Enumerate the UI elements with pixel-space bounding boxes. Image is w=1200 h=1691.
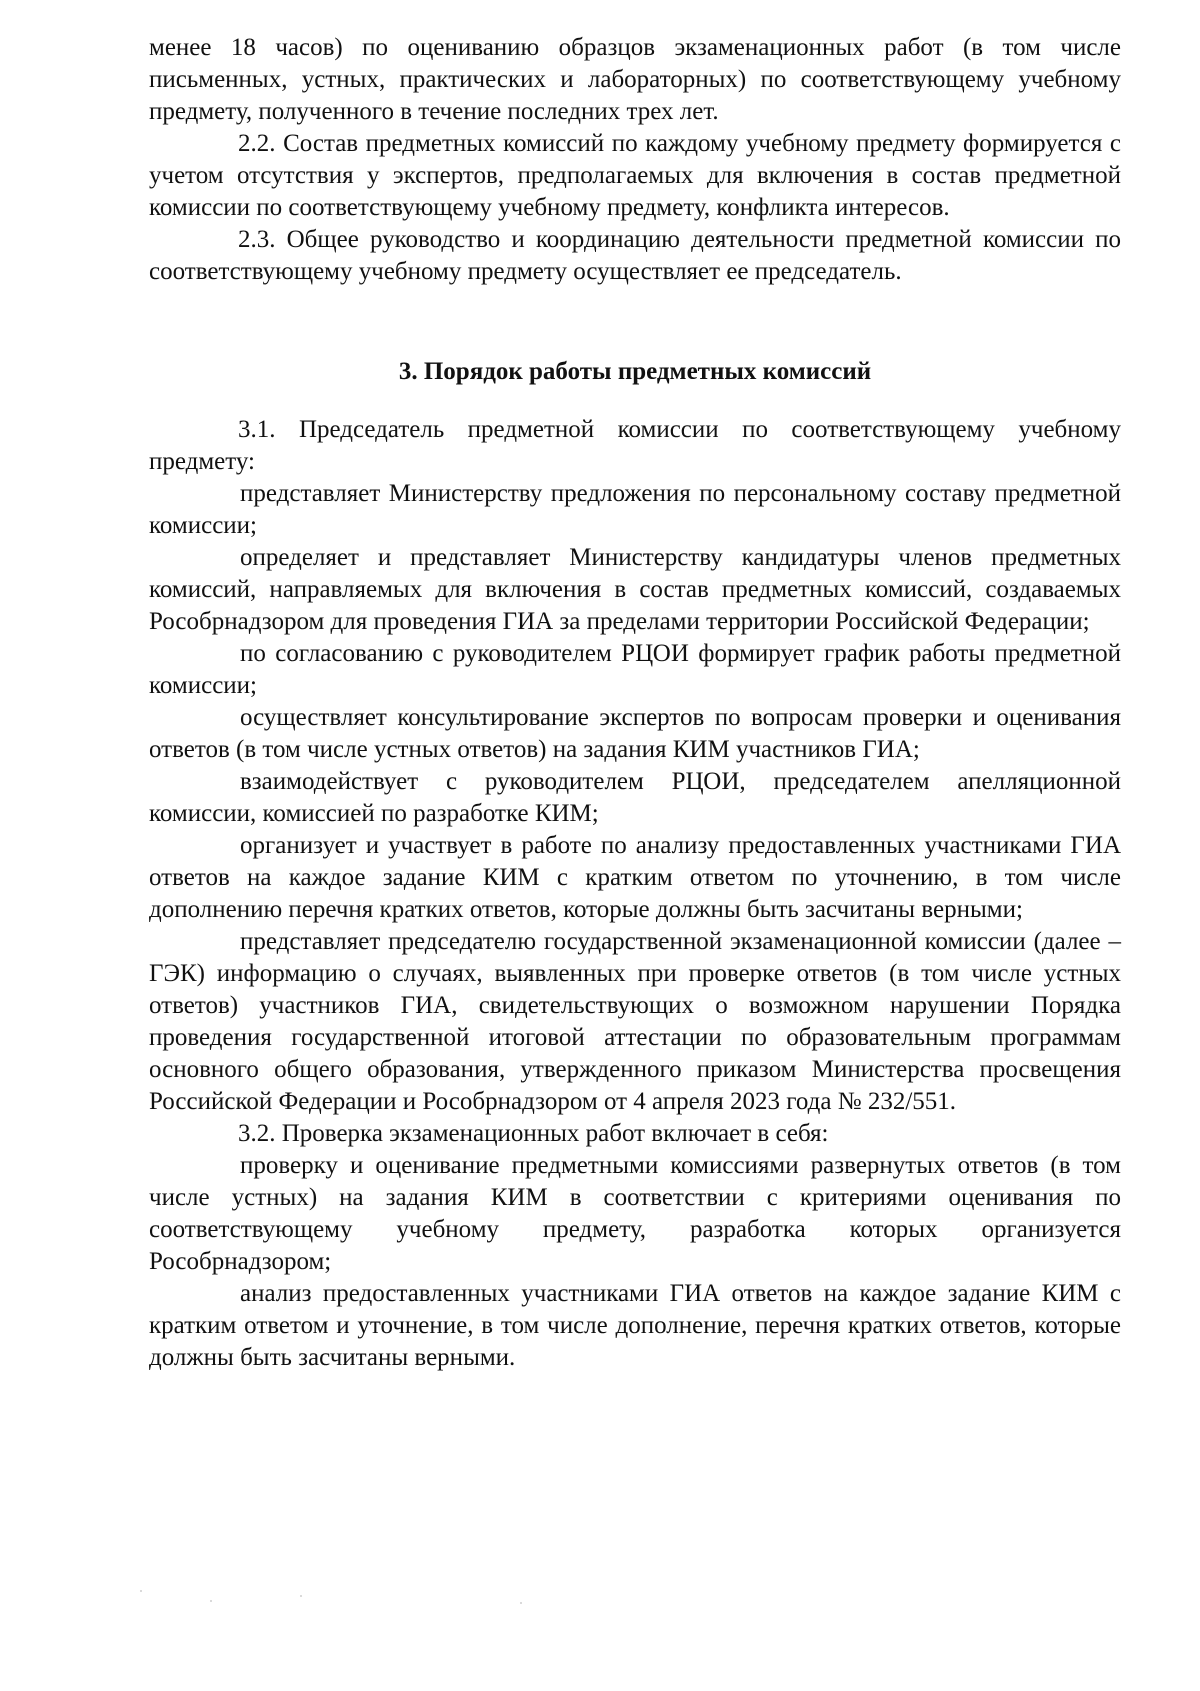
list-item-3-1-a: представляет Министерству предложения по персональному составу предметной комиссии; <box>149 480 1121 539</box>
list-item-3-1-g: представляет председателю государственной экзаменационной комиссии (далее – ГЭК) информацию о случаях, выявленных при проверке ответов (в том числе устных ответов) участников ГИА, свидетельствующих о возможном нарушении Порядка проведения государственной итоговой аттестации по образовательным программам основного общего образования, утвержденного приказом Министерства просвещения Российской Федерации и Рособрнадзором от 4 апреля 2023 года № 232/551. <box>149 928 1121 1115</box>
paragraph-2-2: 2.2. Состав предметных комиссий по каждому учебному предмету формируется с учетом отсутствия у экспертов, предполагаемых для включения в состав предметной комиссии по соответствующему учебному предмету, конфликта интересов. <box>149 130 1121 221</box>
heading-spacer <box>149 406 1121 414</box>
scan-speck <box>210 1600 212 1602</box>
list-item-3-2-a: проверку и оценивание предметными комиссиями развернутых ответов (в том числе устных) на задания КИМ в соответствии с критериями оценивания по соответствующему учебному предмету, разработка которых организуется Рособрнадзором; <box>149 1152 1121 1275</box>
list-item-3-1-e: взаимодействует с руководителем РЦОИ, председателем апелляционной комиссии, комиссией по разработке КИМ; <box>149 768 1121 827</box>
scan-speck <box>140 1590 142 1592</box>
paragraph-2-3: 2.3. Общее руководство и координацию деятельности предметной комиссии по соответствующему учебному предмету осуществляет ее председатель. <box>149 226 1121 285</box>
document-body <box>149 32 1121 1374</box>
list-item-3-1-b: определяет и представляет Министерству кандидатуры членов предметных комиссий, направляемых для включения в состав предметных комиссий, создаваемых Рособрнадзором для проведения ГИА за пределами территории Российской Федерации; <box>149 544 1121 635</box>
scan-speck <box>300 1595 302 1597</box>
paragraph-3-2: 3.2. Проверка экзаменационных работ включает в себя: <box>238 1120 829 1147</box>
list-item-3-1-d: осуществляет консультирование экспертов по вопросам проверки и оценивания ответов (в том числе устных ответов) на задания КИМ участников ГИА; <box>149 704 1121 763</box>
list-item-3-1-f: организует и участвует в работе по анализу предоставленных участниками ГИА ответов на каждое задание КИМ с кратким ответом по уточнению, в том числе дополнению перечня кратких ответов, которые должны быть засчитаны верными; <box>149 832 1121 923</box>
paragraph-3-1: 3.1. Председатель предметной комиссии по соответствующему учебному предмету: <box>149 416 1121 475</box>
list-item-3-1-c: по согласованию с руководителем РЦОИ формирует график работы предметной комиссии; <box>149 640 1121 699</box>
list-item-3-2-b: анализ предоставленных участниками ГИА ответов на каждое задание КИМ с кратким ответом и уточнение, в том числе дополнение, перечня кратких ответов, которые должны быть засчитаны верными. <box>149 1280 1121 1371</box>
section-heading: 3. Порядок работы предметных комиссий <box>398 358 872 385</box>
scan-speck <box>520 1602 522 1604</box>
paragraph-continuation: менее 18 часов) по оцениванию образцов экзаменационных работ (в том числе письменных, устных, практических и лабораторных) по соответствующему учебному предмету, полученного в течение последних трех лет. <box>149 34 1121 125</box>
